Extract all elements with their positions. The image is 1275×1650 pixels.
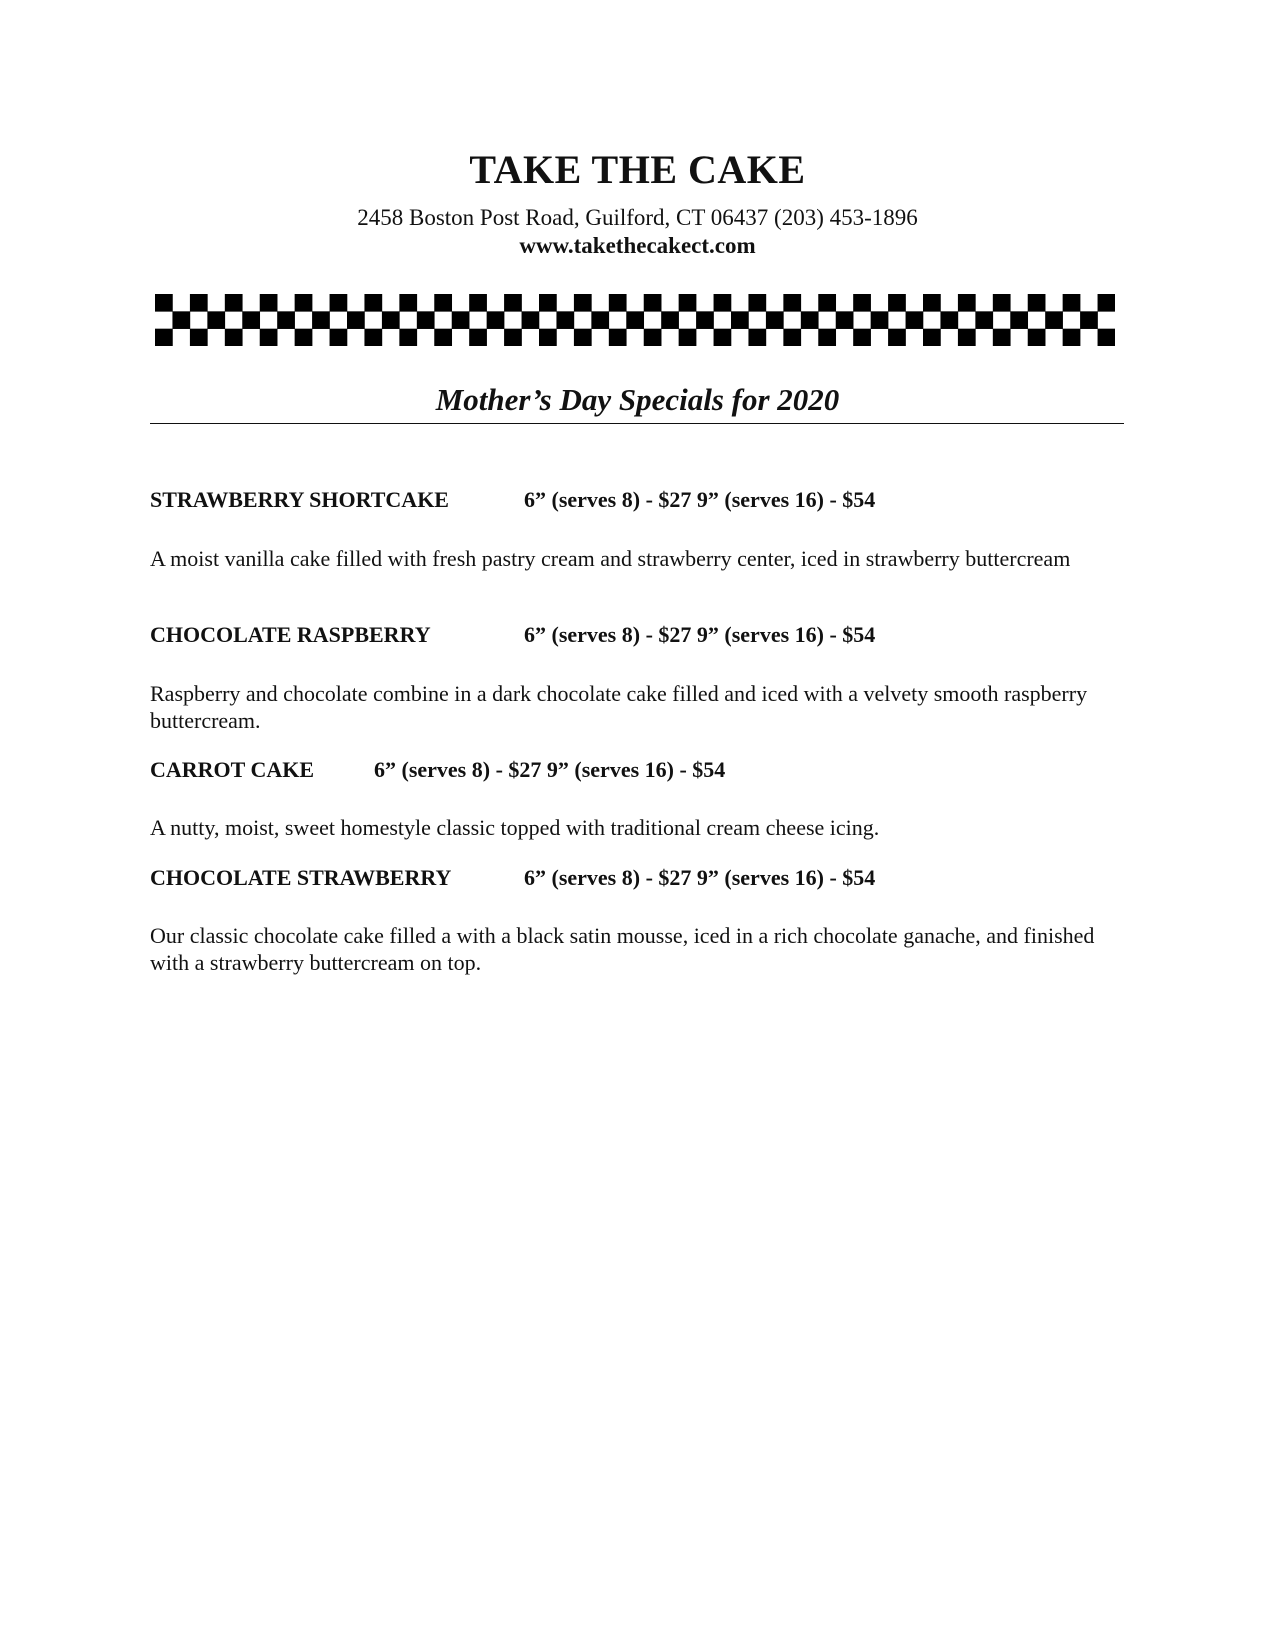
checker-square	[993, 294, 1011, 312]
checker-square	[1010, 311, 1028, 329]
checker-square	[714, 294, 732, 312]
checker-square	[906, 311, 924, 329]
checker-square	[382, 311, 400, 329]
checker-square	[818, 294, 836, 312]
checker-square	[434, 329, 452, 346]
checker-square	[1063, 329, 1081, 346]
item-price: 6” (serves 8) - $27 9” (serves 16) - $54	[374, 757, 726, 782]
checker-square	[347, 311, 365, 329]
address-line: 2458 Boston Post Road, Guilford, CT 06437 (203) 453-1896	[357, 205, 918, 230]
checker-square	[260, 294, 278, 312]
menu-item-heading	[150, 864, 950, 892]
menu-item-heading	[150, 486, 950, 514]
checker-square	[975, 311, 993, 329]
checker-square	[330, 294, 348, 312]
checker-square	[661, 311, 679, 329]
checker-square	[434, 294, 452, 312]
checker-square	[818, 329, 836, 346]
checker-square	[853, 329, 871, 346]
website-link[interactable]: www.takethecakect.com	[519, 233, 756, 258]
item-price: 6” (serves 8) - $27 9” (serves 16) - $54	[524, 865, 876, 890]
checkerboard-border	[155, 294, 1115, 346]
item-name: STRAWBERRY SHORTCAKE	[150, 487, 449, 512]
menu-item-heading	[150, 621, 950, 649]
checker-square	[539, 329, 557, 346]
item-name: CARROT CAKE	[150, 757, 315, 782]
item-name: CHOCOLATE STRAWBERRY	[150, 865, 452, 890]
checker-square	[644, 329, 662, 346]
checker-square	[1028, 329, 1046, 346]
checker-square	[923, 329, 941, 346]
checker-square	[487, 311, 505, 329]
checker-square	[1080, 311, 1098, 329]
checker-square	[748, 294, 766, 312]
checker-square	[242, 311, 260, 329]
checker-square	[766, 311, 784, 329]
item-description: Raspberry and chocolate combine in a dark chocolate cake filled and iced with a velvety smooth raspberry buttercream.	[150, 681, 1088, 733]
checker-square	[783, 329, 801, 346]
checker-square	[469, 294, 487, 312]
checker-square	[888, 294, 906, 312]
checker-square	[679, 329, 697, 346]
checker-square	[731, 311, 749, 329]
checker-square	[399, 329, 417, 346]
checker-square	[452, 311, 470, 329]
checker-square	[696, 311, 714, 329]
checker-square	[574, 329, 592, 346]
checker-square	[539, 294, 557, 312]
checker-square	[940, 311, 958, 329]
heading-divider	[150, 423, 1124, 424]
checker-square	[295, 329, 313, 346]
checker-square	[888, 329, 906, 346]
checker-square	[155, 329, 173, 346]
checker-square	[1063, 294, 1081, 312]
checker-square	[836, 311, 854, 329]
checker-square	[1045, 311, 1063, 329]
checker-square	[364, 294, 382, 312]
checker-square	[207, 311, 225, 329]
checker-square	[853, 294, 871, 312]
checker-square	[801, 311, 819, 329]
checker-square	[993, 329, 1011, 346]
checker-square	[417, 311, 435, 329]
checker-square	[504, 329, 522, 346]
checker-square	[609, 294, 627, 312]
checker-square	[626, 311, 644, 329]
checker-square	[714, 329, 732, 346]
checker-square	[1028, 294, 1046, 312]
checker-square	[260, 329, 278, 346]
item-price: 6” (serves 8) - $27 9” (serves 16) - $54	[524, 622, 876, 647]
checker-square	[679, 294, 697, 312]
checker-square	[591, 311, 609, 329]
checker-square	[469, 329, 487, 346]
item-name: CHOCOLATE RASPBERRY	[150, 622, 431, 647]
checker-square	[644, 294, 662, 312]
checker-square	[172, 311, 190, 329]
checker-square	[1098, 294, 1115, 312]
checker-square	[399, 294, 417, 312]
checker-square	[295, 294, 313, 312]
checker-square	[190, 294, 208, 312]
checker-square	[1098, 329, 1115, 346]
checker-square	[522, 311, 540, 329]
checker-square	[783, 294, 801, 312]
checker-square	[225, 294, 243, 312]
checker-square	[958, 329, 976, 346]
checker-square	[364, 329, 382, 346]
checker-square	[190, 329, 208, 346]
item-price: 6” (serves 8) - $27 9” (serves 16) - $54	[524, 487, 876, 512]
checker-square	[330, 329, 348, 346]
checker-square	[923, 294, 941, 312]
item-description: A nutty, moist, sweet homestyle classic topped with traditional cream cheese icing.	[150, 815, 880, 840]
page-title: TAKE THE CAKE	[469, 147, 806, 192]
checker-square	[609, 329, 627, 346]
specials-heading: Mother’s Day Specials for 2020	[435, 382, 840, 417]
checker-square	[225, 329, 243, 346]
item-description: Our classic chocolate cake filled a with a black satin mousse, iced in a rich chocolate ganache, and finished with a strawberry buttercream on top.	[150, 923, 1095, 975]
checker-square	[574, 294, 592, 312]
checker-square	[155, 294, 173, 312]
checker-square	[277, 311, 295, 329]
checker-square	[871, 311, 889, 329]
checker-square	[504, 294, 522, 312]
item-description: A moist vanilla cake filled with fresh pastry cream and strawberry center, iced in strawberry buttercream	[150, 546, 1071, 571]
checker-square	[748, 329, 766, 346]
checker-square	[312, 311, 330, 329]
checker-square	[556, 311, 574, 329]
menu-item-heading	[150, 756, 950, 784]
checker-square	[958, 294, 976, 312]
